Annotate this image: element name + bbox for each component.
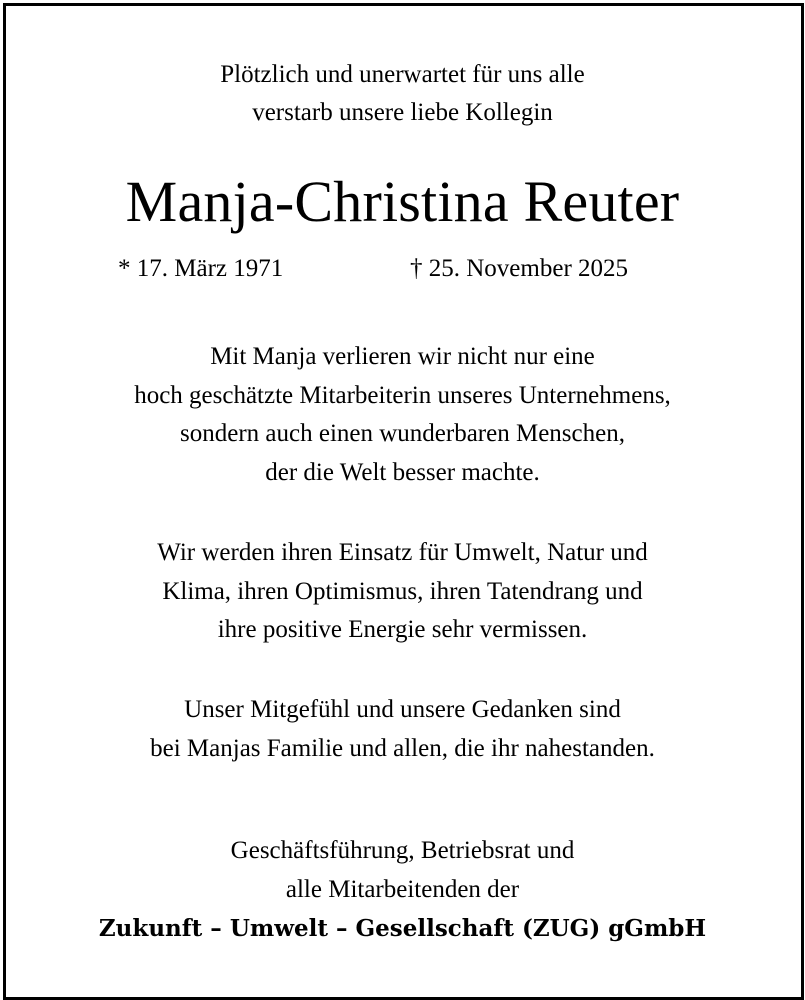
paragraph-line: Unser Mitgefühl und unsere Gedanken sind [184,696,621,723]
tribute-paragraph-3 [0,691,805,768]
signature-line: Geschäftsführung, Betriebsrat und [230,837,575,864]
deceased-name: Manja-Christina Reuter [125,169,680,234]
paragraph-line: bei Manjas Familie und allen, die ihr nahestanden. [150,734,655,762]
birth-date: * 17. März 1971 [118,255,284,282]
paragraph-line: ihre positive Energie sehr vermissen. [217,616,588,643]
death-date: † 25. November 2025 [410,255,629,282]
company-name: Zukunft – Umwelt – Gesellschaft (ZUG) gGmbH [98,915,707,942]
intro-line: verstarb unsere liebe Kollegin [252,99,553,126]
signature-line: alle Mitarbeitenden der [285,875,520,903]
tribute-paragraph-2 [0,534,805,650]
paragraph-line: Mit Manja verlieren wir nicht nur eine [210,343,595,370]
tribute-paragraph-1 [0,338,805,492]
signature-block [0,832,805,909]
paragraph-line: Klima, ihren Optimismus, ihren Tatendrang und [162,577,643,605]
paragraph-line: sondern auch einen wunderbaren Menschen, [180,420,625,447]
paragraph-line: der die Welt besser machte. [265,458,540,486]
paragraph-line: hoch geschätzte Mitarbeiterin unseres Unternehmens, [134,381,671,409]
paragraph-line: Wir werden ihren Einsatz für Umwelt, Natur und [157,539,648,566]
intro-text [0,56,805,132]
intro-line: Plötzlich und unerwartet für uns alle [220,61,585,88]
